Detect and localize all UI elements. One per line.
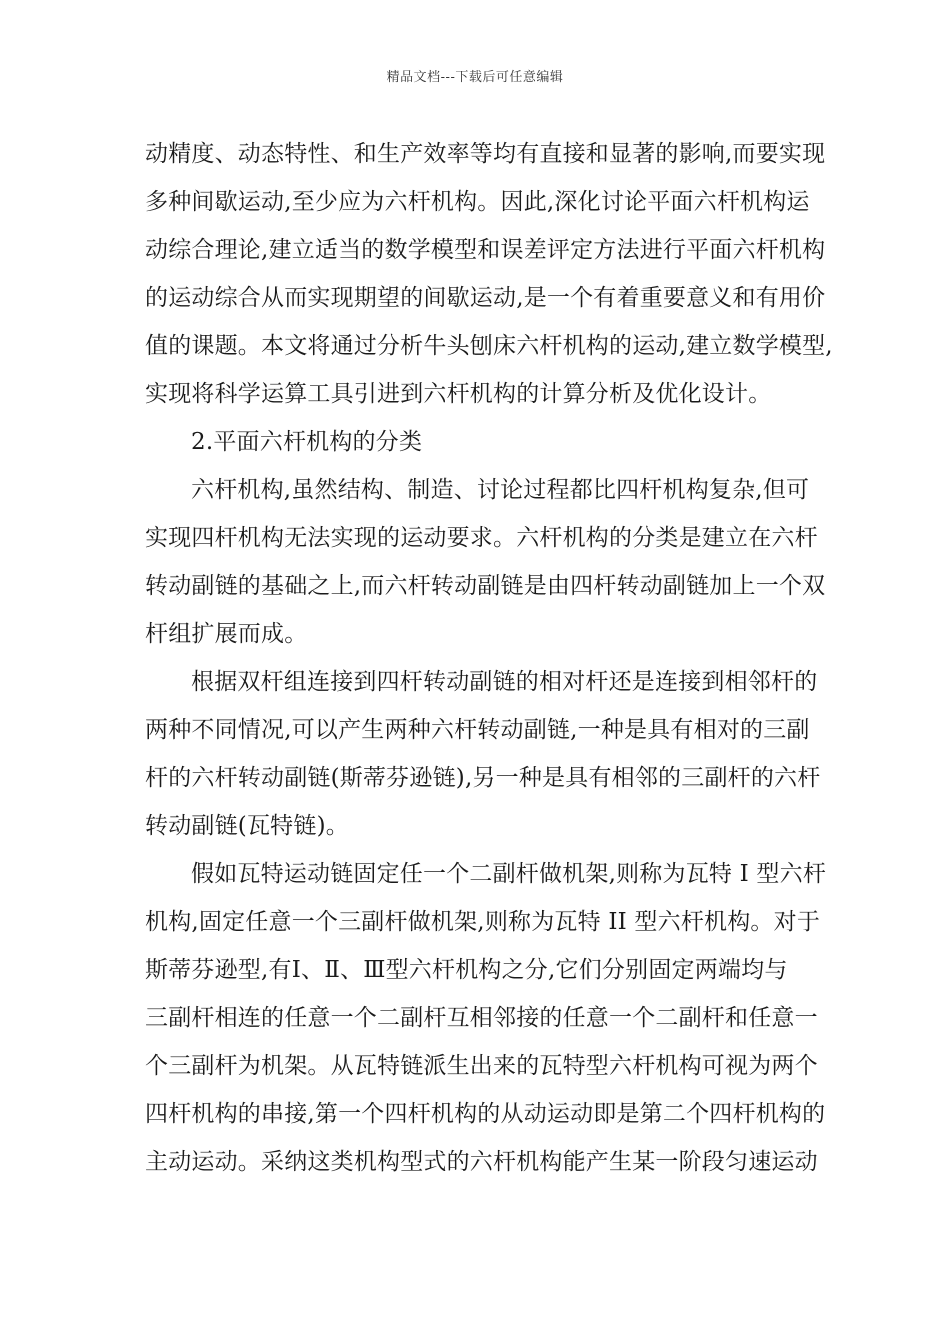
text-line: 四杆机构的串接,第一个四杆机构的从动运动即是第二个四杆机构的 [145,1101,826,1127]
text-line: 值的课题。本文将通过分析牛头刨床六杆机构的运动,建立数学模型, [145,333,833,359]
text-line: 杆组扩展而成。 [145,621,308,647]
text-line: 动综合理论,建立适当的数学模型和误差评定方法进行平面六杆机构 [145,237,826,263]
text-line: 三副杆相连的任意一个二副杆互相邻接的任意一个二副杆和任意一 [145,1005,818,1031]
text-line: 杆的六杆转动副链(斯蒂芬逊链),另一种是具有相邻的三副杆的六杆 [145,765,821,791]
text-line: 多种间歇运动,至少应为六杆机构。因此,深化讨论平面六杆机构运 [145,189,810,215]
text-line: 假如瓦特运动链固定任一个二副杆做机架,则称为瓦特 I 型六杆 [191,861,827,887]
text-line: 个三副杆为机架。从瓦特链派生出来的瓦特型六杆机构可视为两个 [145,1053,818,1079]
text-line: 实现将科学运算工具引进到六杆机构的计算分析及优化设计。 [145,381,772,407]
text-line: 转动副链(瓦特链)。 [145,813,349,839]
text-line: 的运动综合从而实现期望的间歇运动,是一个有着重要意义和有用价 [145,285,826,311]
text-line: 两种不同情况,可以产生两种六杆转动副链,一种是具有相对的三副 [145,717,810,743]
text-line: 根据双杆组连接到四杆转动副链的相对杆还是连接到相邻杆的 [191,669,818,695]
text-line: 机构,固定任意一个三副杆做机架,则称为瓦特 II 型六杆机构。对于 [145,909,821,935]
document-body [145,130,833,1186]
text-line: 动精度、动态特性、和生产效率等均有直接和显著的影响,而要实现 [145,141,826,167]
page-header: 精品文档---下载后可任意编辑 [386,70,564,85]
text-line: 主动运动。采纳这类机构型式的六杆机构能产生某一阶段匀速运动 [145,1149,818,1175]
text-line: 六杆机构,虽然结构、制造、讨论过程都比四杆机构复杂,但可 [191,477,810,503]
section-heading: 2.平面六杆机构的分类 [191,429,423,455]
text-line: 斯蒂芬逊型,有Ⅰ、Ⅱ、Ⅲ型六杆机构之分,它们分别固定两端均与 [145,957,788,983]
text-line: 转动副链的基础之上,而六杆转动副链是由四杆转动副链加上一个双 [145,573,826,599]
text-line: 实现四杆机构无法实现的运动要求。六杆机构的分类是建立在六杆 [145,525,818,551]
